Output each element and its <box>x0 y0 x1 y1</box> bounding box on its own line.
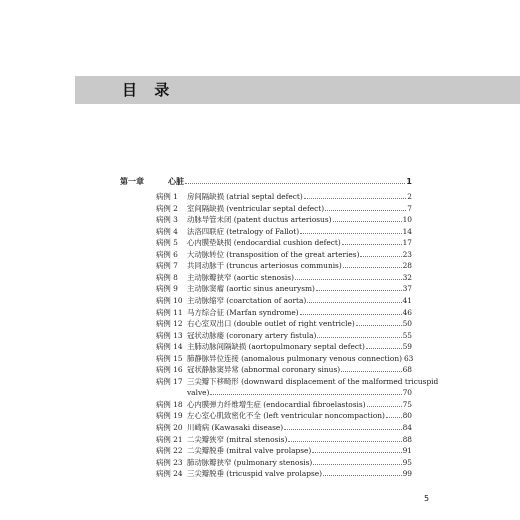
leader-dots <box>316 290 402 291</box>
entry-title: 法洛四联症 (tetralogy of Fallot) <box>187 226 300 236</box>
entry-title: 冠状动脉瘘 (coronary artery fistula) <box>187 330 317 340</box>
leader-dots <box>333 221 402 222</box>
leader-dots <box>325 210 406 211</box>
case-number: 病例 12 <box>156 319 183 329</box>
page-title: 目 录 <box>122 81 176 99</box>
case-number: 病例 20 <box>156 423 183 432</box>
entry-title: 肺静脉异位连接 (anomalous pulmonary venous connection) <box>187 353 402 363</box>
entry-page: 80 <box>402 411 412 421</box>
leader-dots <box>367 406 402 407</box>
leader-dots <box>360 256 401 257</box>
leader-dots <box>366 348 402 349</box>
entry-page: 32 <box>402 272 412 282</box>
case-number: 病例 6 <box>156 249 178 259</box>
entry-page: 88 <box>402 434 412 444</box>
toc-entry[interactable] <box>156 353 412 364</box>
entry-page: 70 <box>402 388 412 398</box>
chapter-title: 心脏 <box>168 177 184 186</box>
entry-title: valve) <box>187 388 210 398</box>
toc-entry[interactable] <box>156 226 412 237</box>
leader-dots <box>300 314 402 315</box>
toc-entry[interactable] <box>156 399 412 410</box>
entry-page: 50 <box>402 319 412 329</box>
entry-title: 三尖瓣下移畸形 (downward displacement of the malformed tricuspid <box>187 376 439 386</box>
toc-entry[interactable] <box>156 434 412 445</box>
toc-entry[interactable] <box>156 260 412 271</box>
case-number: 病例 16 <box>156 365 183 375</box>
leader-dots <box>386 417 402 418</box>
case-number: 病例 22 <box>156 446 183 456</box>
toc-chapter[interactable] <box>120 176 412 187</box>
toc-entry[interactable] <box>156 283 412 294</box>
toc-entry[interactable] <box>156 410 412 421</box>
entry-title: 三尖瓣脱垂 (tricuspid valve prolapse) <box>187 469 323 479</box>
leader-dots <box>288 441 401 442</box>
toc-entry[interactable] <box>156 445 412 456</box>
leader-dots <box>210 394 401 395</box>
case-number: 病例 23 <box>156 457 183 467</box>
case-number: 病例 1 <box>156 192 178 201</box>
leader-dots <box>307 302 401 303</box>
case-number: 病例 4 <box>156 226 178 236</box>
entry-title: 主动脉窦瘤 (aortic sinus aneurysm) <box>187 284 315 294</box>
entry-page: 7 <box>407 203 412 213</box>
case-number: 病例 8 <box>156 272 178 282</box>
entry-title: 心内膜垫缺损 (endocardial cushion defect) <box>187 238 341 248</box>
leader-dots <box>342 244 402 245</box>
chapter-page: 1 <box>406 177 412 186</box>
toc-entry[interactable] <box>156 468 412 479</box>
leader-dots <box>343 267 402 268</box>
page-number: 5 <box>424 494 430 503</box>
case-number: 病例 10 <box>156 295 183 305</box>
case-number: 病例 18 <box>156 399 183 409</box>
entry-title: 动脉导管未闭 (patent ductus arteriosus) <box>187 215 332 225</box>
entry-title: 房间隔缺损 (atrial septal defect) <box>187 192 303 201</box>
leader-dots <box>313 464 401 465</box>
case-number: 病例 13 <box>156 330 183 340</box>
leader-dots <box>295 279 402 280</box>
case-number: 病例 24 <box>156 469 183 479</box>
toc-entry[interactable] <box>156 295 412 306</box>
chapter-label: 第一章 <box>120 177 144 186</box>
entry-page: 28 <box>402 261 412 271</box>
entry-title: 马方综合征 (Marfan syndrome) <box>187 307 299 317</box>
entry-title: 川崎病 (Kawasaki disease) <box>187 423 284 432</box>
entry-title: 主肺动脉间隔缺损 (aortopulmonary septal defect) <box>187 342 365 352</box>
case-number: 病例 21 <box>156 434 183 444</box>
entry-title: 主动脉瓣狭窄 (aortic stenosis) <box>187 272 294 282</box>
leader-dots <box>312 452 401 453</box>
toc-entry[interactable] <box>156 272 412 283</box>
entry-title: 共同动脉干 (truncus arteriosus communis) <box>187 261 342 271</box>
entry-page: 91 <box>402 446 412 456</box>
toc-entry[interactable] <box>156 203 412 214</box>
leader-dots <box>284 429 401 430</box>
leader-dots <box>317 337 401 338</box>
toc-entry[interactable] <box>156 237 412 248</box>
entry-page: 23 <box>402 249 412 259</box>
entry-title: 右心室双出口 (double outlet of right ventricle) <box>187 319 355 329</box>
entry-page: 41 <box>402 295 412 305</box>
entry-page: 10 <box>402 215 412 225</box>
case-number: 病例 9 <box>156 284 178 294</box>
toc-entry[interactable] <box>156 341 412 352</box>
case-number: 病例 2 <box>156 203 178 213</box>
toc-entry[interactable] <box>156 330 412 341</box>
case-number: 病例 5 <box>156 238 178 248</box>
toc-entry[interactable] <box>156 249 412 260</box>
entry-title: 二尖瓣狭窄 (mitral stenosis) <box>187 434 288 444</box>
toc-entry[interactable] <box>156 457 412 468</box>
toc-entry[interactable] <box>156 318 412 329</box>
toc-entry[interactable] <box>156 191 412 202</box>
toc-entry[interactable] <box>156 376 439 387</box>
entry-page: 59 <box>402 342 412 352</box>
entry-page: 63 <box>403 353 414 363</box>
entry-page: 55 <box>402 330 412 340</box>
case-number: 病例 14 <box>156 342 183 352</box>
case-number: 病例 3 <box>156 215 178 225</box>
entry-page: 17 <box>402 238 412 248</box>
case-number: 病例 17 <box>156 376 183 386</box>
entry-title: 室间隔缺损 (ventricular septal defect) <box>187 203 325 213</box>
leader-dots <box>356 325 402 326</box>
entry-page: 2 <box>407 192 412 201</box>
toc-entry[interactable] <box>156 422 412 433</box>
leader-dots <box>304 198 407 199</box>
entry-page: 84 <box>402 423 412 432</box>
entry-page: 14 <box>402 226 412 236</box>
case-number: 病例 7 <box>156 261 178 271</box>
toc-entry[interactable] <box>156 364 412 375</box>
entry-title: 主动脉缩窄 (coarctation of aorta) <box>187 295 307 305</box>
case-number: 病例 19 <box>156 411 183 421</box>
entry-title: 二尖瓣脱垂 (mitral valve prolapse) <box>187 446 312 456</box>
entry-page: 68 <box>402 365 412 375</box>
leader-dots <box>341 371 401 372</box>
entry-page: 75 <box>402 399 412 409</box>
leader-dots <box>185 183 405 184</box>
leader-dots <box>300 233 401 234</box>
leader-dots <box>323 475 402 476</box>
case-number: 病例 15 <box>156 353 183 363</box>
entry-page: 46 <box>402 307 412 317</box>
toc-entry[interactable] <box>156 307 412 318</box>
entry-title: 大动脉转位 (transposition of the great arteries) <box>187 249 360 259</box>
entry-page: 95 <box>402 457 412 467</box>
entry-title: 肺动脉瓣狭窄 (pulmonary stenosis) <box>187 457 313 467</box>
entry-title: 冠状静脉窦异常 (abnormal coronary sinus) <box>187 365 341 375</box>
toc-entry[interactable] <box>187 387 412 398</box>
entry-page: 37 <box>402 284 412 294</box>
toc-entry[interactable] <box>156 214 412 225</box>
case-number: 病例 11 <box>156 307 183 317</box>
entry-title: 左心室心肌致密化不全 (left ventricular noncompaction) <box>187 411 385 421</box>
entry-page: 99 <box>402 469 412 479</box>
entry-title: 心内膜弹力纤维增生症 (endocardial fibroelastosis) <box>187 399 366 409</box>
